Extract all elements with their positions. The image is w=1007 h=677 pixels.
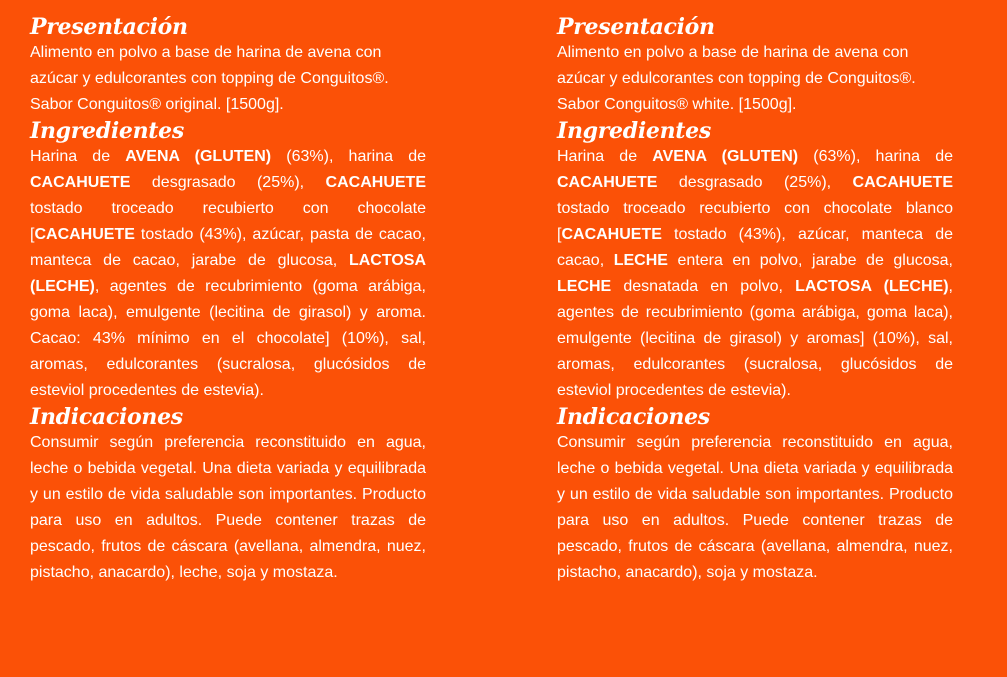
ingredient-text: tostado (43%), azúcar, manteca de cacao, (557, 226, 953, 269)
ingredient-text: desgrasado (25%), (130, 174, 326, 191)
ingredient-text: (63%), harina de (271, 148, 426, 165)
allergen-term: AVENA (GLUTEN) (125, 148, 272, 165)
allergen-term: CACAHUETE (852, 174, 953, 191)
presentacion-heading: Presentación (30, 14, 188, 40)
ingredient-text: Harina de (30, 148, 126, 165)
presentacion-section (557, 14, 953, 118)
allergen-term: CACAHUETE (34, 226, 135, 243)
ingredientes-section (30, 118, 426, 404)
ingredient-text: tostado troceado recubierto con chocolate [ (30, 200, 426, 243)
ingredientes-text (30, 144, 426, 404)
indicaciones-text: Consumir según preferencia reconstituido en agua, leche o bebida vegetal. Una dieta variada y equilibrada y un estilo de vida saludable son importantes. Producto para uso en adultos. Puede contener trazas de pescado, frutos de cáscara (avellana, almendra, nuez, pistacho, anacardo), leche, soja y mostaza. (30, 434, 426, 581)
presentacion-line: azúcar y edulcorantes con topping de Conguitos®. (30, 70, 389, 87)
presentacion-section (30, 14, 426, 118)
ingredient-text: Harina de (557, 148, 653, 165)
indicaciones-section (557, 404, 953, 586)
ingredient-text: , agentes de recubrimiento (goma arábiga, goma laca), emulgente (lecitina de girasol) y aroma. Cacao: 43% mínimo en el chocolate] (10%), sal, aromas, edulcorantes (sucralosa, glucósidos de esteviol procedentes de estevia). (30, 278, 426, 399)
presentacion-text (30, 40, 426, 118)
ingredientes-heading: Ingredientes (30, 118, 184, 144)
ingredient-text: desgrasado (25%), (657, 174, 853, 191)
presentacion-line: azúcar y edulcorantes con topping de Conguitos®. (557, 70, 916, 87)
allergen-term: LECHE (557, 278, 612, 295)
indicaciones-heading: Indicaciones (557, 404, 710, 430)
ingredient-text: entera en polvo, jarabe de glucosa, (667, 252, 953, 269)
product-column-original (30, 14, 426, 586)
allergen-term: CACAHUETE (557, 174, 658, 191)
ingredientes-section (557, 118, 953, 404)
ingredient-text: (63%), harina de (798, 148, 953, 165)
product-column-white (557, 14, 953, 586)
allergen-term: CACAHUETE (325, 174, 426, 191)
presentacion-line: Alimento en polvo a base de harina de avena con (30, 44, 382, 61)
presentacion-line: Sabor Conguitos® white. [1500g]. (557, 96, 797, 113)
allergen-term: AVENA (GLUTEN) (652, 148, 799, 165)
indicaciones-section (30, 404, 426, 586)
ingredient-text: tostado troceado recubierto con chocolate blanco [ (557, 200, 953, 243)
allergen-term: CACAHUETE (30, 174, 131, 191)
presentacion-text (557, 40, 953, 118)
presentacion-line: Alimento en polvo a base de harina de avena con (557, 44, 909, 61)
ingredient-text: , agentes de recubrimiento (goma arábiga, goma laca), emulgente (lecitina de girasol) y aromas] (10%), sal, aromas, edulcorantes (sucralosa, glucósidos de esteviol procedentes de estevia). (557, 278, 953, 399)
allergen-term: LECHE (613, 252, 668, 269)
presentacion-heading: Presentación (557, 14, 715, 40)
allergen-term: LACTOSA (LECHE) (795, 278, 949, 295)
indicaciones-heading: Indicaciones (30, 404, 183, 430)
allergen-term: CACAHUETE (561, 226, 662, 243)
ingredientes-text (557, 144, 953, 404)
ingredientes-heading: Ingredientes (557, 118, 711, 144)
ingredient-text: tostado (43%), azúcar, pasta de cacao, manteca de cacao, jarabe de glucosa, (30, 226, 426, 269)
ingredient-text: desnatada en polvo, (611, 278, 796, 295)
presentacion-line: Sabor Conguitos® original. [1500g]. (30, 96, 284, 113)
indicaciones-text: Consumir según preferencia reconstituido en agua, leche o bebida vegetal. Una dieta variada y equilibrada y un estilo de vida saludable son importantes. Producto para uso en adultos. Puede contener trazas de pescado, frutos de cáscara (avellana, almendra, nuez, pistacho, anacardo), soja y mostaza. (557, 434, 953, 581)
allergen-term: LACTOSA (LECHE) (30, 252, 426, 295)
